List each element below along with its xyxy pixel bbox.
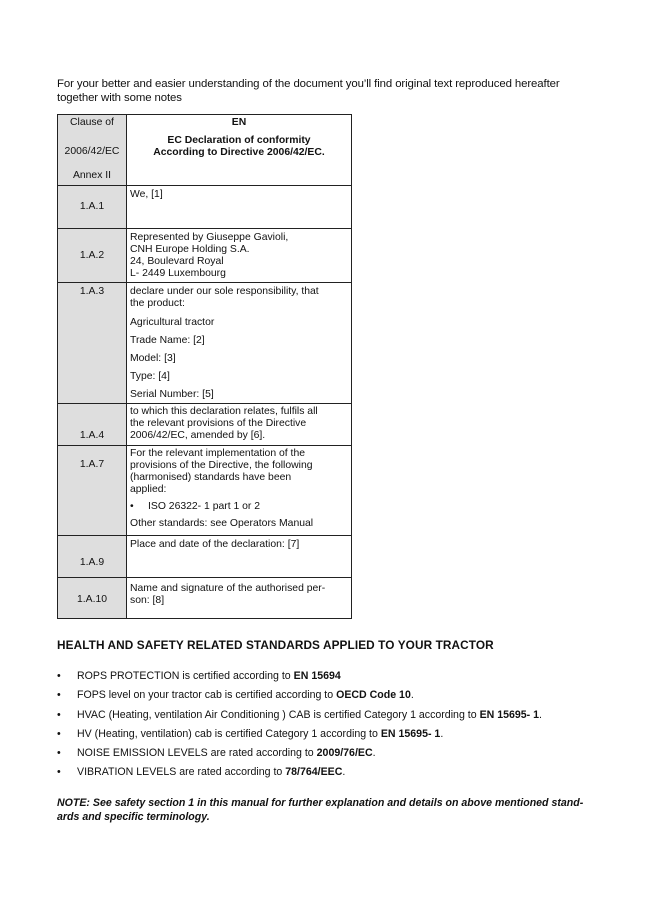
text-line: to which this declaration relates, fulfils all [130, 406, 318, 417]
list-item [57, 689, 542, 708]
clause-label: 1.A.9 [79, 556, 105, 568]
clause-text [127, 536, 352, 578]
item-text: VIBRATION LEVELS are rated according to [77, 766, 286, 779]
text-line: Represented by Giuseppe Gavioli, [130, 232, 289, 243]
model-line: Model: [3] [130, 353, 176, 364]
intro-line-2: together with some notes [57, 91, 182, 104]
serial-number-line: Serial Number: [5] [130, 389, 214, 400]
list-item [57, 709, 542, 728]
list-item [57, 747, 542, 766]
text-line: Name and signature of the authorised per- [130, 583, 326, 594]
item-suffix: . [539, 708, 542, 721]
safety-note [57, 797, 597, 824]
declaration-subtitle: According to Directive 2006/42/EC. [153, 147, 325, 158]
bullet-glyph: • [57, 670, 61, 682]
text-line: applied: [130, 484, 167, 495]
bullet-glyph: • [57, 747, 61, 760]
clause-header-line-1: Clause of [70, 117, 114, 128]
clause-header-line-3: Annex II [72, 170, 112, 181]
item-text: HVAC (Heating, ventilation Air Conditioning ) CAB is certified Category 1 according to [77, 708, 480, 721]
clause-label: 1.A.3 [79, 286, 105, 297]
list-item [57, 670, 542, 689]
text-line: the product: [130, 298, 185, 309]
standards-list [57, 670, 542, 786]
clause-text [127, 578, 352, 619]
item-standard: 2009/76/EC [316, 747, 373, 760]
item-suffix: . [440, 727, 444, 740]
list-item [57, 766, 542, 785]
item-text: HV (Heating, ventilation) cab is certified Category 1 according to [77, 727, 381, 740]
text-line: the relevant provisions of the Directive [130, 418, 307, 429]
standard-bullet [130, 496, 348, 513]
clause-cell [58, 446, 127, 536]
clause-cell: 1.A.2 [58, 229, 127, 283]
item-text: NOISE EMISSION LEVELS are rated according to [77, 747, 317, 760]
section-title: HEALTH AND SAFETY RELATED STANDARDS APPLIED TO YOUR TRACTOR [57, 638, 494, 652]
text-line: (harmonised) standards have been [130, 472, 292, 483]
clause-label: 1.A.7 [79, 459, 105, 470]
declaration-title: EC Declaration of conformity [167, 135, 311, 146]
clause-header-line-2: 2006/42/EC [64, 146, 120, 157]
item-standard: EN 15695- 1 [479, 708, 540, 721]
clause-text [127, 404, 352, 446]
item-suffix: . [410, 689, 414, 702]
bullet-glyph: • [130, 501, 134, 512]
item-standard: EN 15695- 1 [380, 727, 441, 740]
product-line: Agricultural tractor [130, 317, 215, 328]
text-line: Place and date of the declaration: [7] [130, 539, 300, 550]
text-line: For the relevant implementation of the [130, 448, 306, 459]
bullet-text: ISO 26322- 1 part 1 or 2 [148, 501, 261, 512]
item-text: FOPS level on your tractor cab is certified according to [77, 689, 337, 702]
item-text: ROPS PROTECTION is certified according to [77, 670, 294, 682]
text-line: 2006/42/EC, amended by [6]. [130, 430, 266, 441]
language-label: EN [231, 117, 247, 128]
item-suffix: . [342, 766, 346, 779]
item-standard: 78/764/EEC [285, 766, 343, 779]
clause-text [127, 186, 352, 229]
clause-cell: 1.A.1 [58, 186, 127, 229]
text-line: L- 2449 Luxembourg [130, 268, 226, 279]
declaration-header [127, 115, 352, 186]
clause-text [127, 446, 352, 536]
clause-text [127, 229, 352, 283]
text-line: CNH Europe Holding S.A. [130, 244, 250, 255]
clause-text [127, 283, 352, 404]
intro-text [57, 78, 617, 105]
clause-cell [58, 536, 127, 578]
clause-cell [58, 578, 127, 619]
type-line: Type: [4] [130, 371, 170, 382]
clause-cell [58, 283, 127, 404]
clause-label: 1.A.4 [79, 430, 105, 441]
declaration-table [57, 114, 352, 619]
clause-label: 1.A.10 [76, 594, 108, 605]
note-line-2: ards and specific terminology. [57, 810, 210, 823]
bullet-glyph: • [57, 689, 61, 702]
item-suffix: . [372, 747, 376, 760]
text-line: provisions of the Directive, the following [130, 460, 313, 471]
trade-name-line: Trade Name: [2] [130, 335, 205, 346]
clause-header [58, 115, 127, 186]
item-standard: EN 15694 [293, 670, 341, 682]
clause-cell [58, 404, 127, 446]
text-line: declare under our sole responsibility, that [130, 286, 319, 297]
item-standard: OECD Code 10 [336, 689, 411, 702]
bullet-glyph: • [57, 708, 61, 721]
other-standards-line: Other standards: see Operators Manual [130, 518, 314, 529]
text-line: son: [8] [130, 595, 165, 606]
text-line: 24, Boulevard Royal [130, 256, 224, 267]
bullet-glyph: • [57, 727, 61, 740]
text-line: We, [1] [130, 189, 163, 200]
note-line-1: NOTE: See safety section 1 in this manual for further explanation and details on above mentioned stand- [57, 797, 584, 809]
list-item [57, 728, 542, 747]
intro-line-1: For your better and easier understanding of the document you’ll find original text reproduced hereafter [57, 78, 560, 90]
bullet-glyph: • [57, 766, 61, 779]
